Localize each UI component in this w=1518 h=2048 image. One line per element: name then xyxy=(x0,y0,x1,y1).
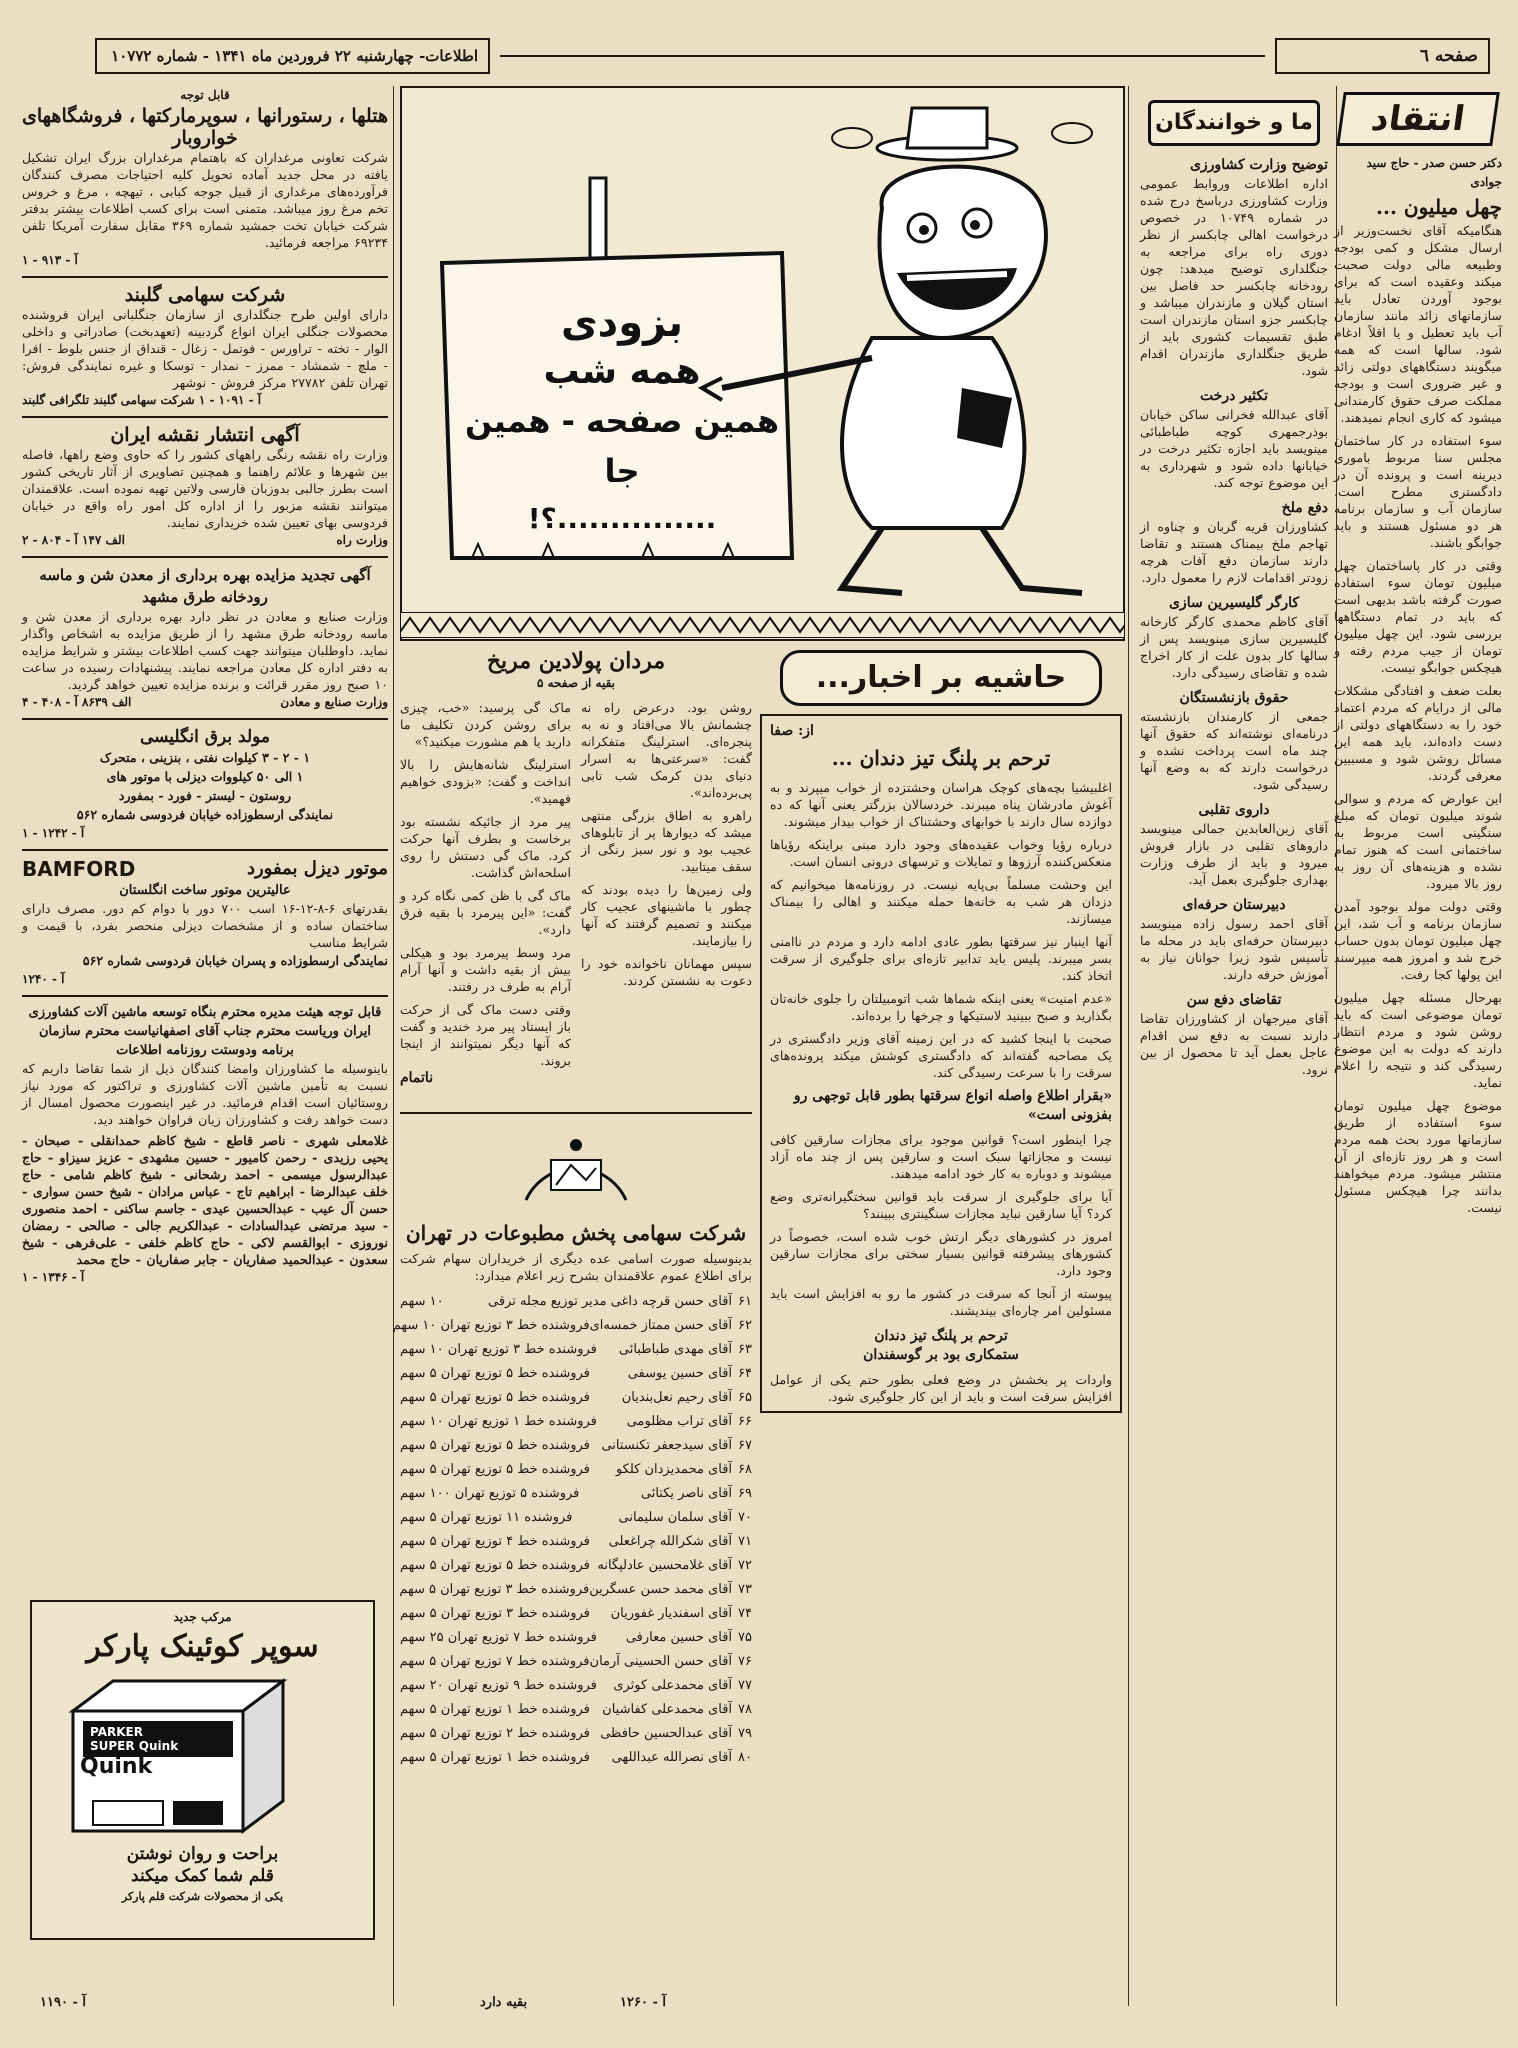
enteghad-paragraph: این عوارض که مردم و سوالی شوند میلیون تومان که مبلغ سنگینی است مربوط به ساختمانی است که هنوز تمام نشده و هزینه‌های آن روز به روز بالا میرود. xyxy=(1334,791,1502,891)
cartoon-sign-text xyxy=(462,298,782,542)
shareholder-number: ۶۹ xyxy=(738,1486,752,1501)
shareholder-shares: فروشنده خط ۵ توزیع تهران ۵ سهم xyxy=(400,1438,590,1453)
shareholder-name: آقای سیدجعفر تکنستانی xyxy=(601,1438,733,1453)
ad-headline: آگهی انتشار نقشه ایران xyxy=(110,424,300,446)
shareholder-shares: فروشنده خط ۳ توزیع تهران ۱۰ سهم xyxy=(392,1318,590,1333)
shareholder-name: آقای محمد حسن عسگرین xyxy=(589,1582,733,1597)
ad-rule xyxy=(22,995,388,997)
shareholder-number: ۶۸ xyxy=(738,1462,752,1477)
column-rule xyxy=(1128,86,1129,2006)
parker-kicker: مرکب جدید xyxy=(173,1610,232,1624)
column-readers xyxy=(1140,86,1328,1078)
shareholder-number: ۶۷ xyxy=(738,1438,752,1453)
ad-signature: وزارت صنایع و معادن xyxy=(280,695,388,709)
readers-heading: دفع ملخ xyxy=(1281,500,1328,516)
hashiye-paragraph: آیا برای جلوگیری از سرقت باید قوانین سختگیرانه‌تری وضع کرد؟ آیا سارقین نباید مجازات سنگینتری ببینند؟ xyxy=(770,1189,1112,1221)
shareholder-number: ۶۵ xyxy=(738,1390,752,1405)
shareholder-name: آقای شکرالله چراغعلی xyxy=(608,1534,733,1549)
shareholder-number: ۷۲ xyxy=(738,1558,752,1573)
shareholder-name: آقای حسین معارفی xyxy=(625,1630,733,1645)
shareholder-number: ۷۰ xyxy=(738,1510,752,1525)
shareholder-row xyxy=(400,1506,752,1530)
enteghad-paragraph: سوء استفاده در کار ساختمان مجلس سنا مربوط باموری دیرینه است و پرونده آن در دادگستری مطرح است. سازمان آب و سازمان برنامه هر دو مسئول هستند و باید جوابگو باشند. xyxy=(1334,433,1502,550)
shareholder-row xyxy=(400,1482,752,1506)
shareholder-number: ۶۶ xyxy=(738,1414,752,1429)
readers-logo xyxy=(1148,100,1320,146)
ad-rule xyxy=(22,276,388,278)
readers-paragraph: جمعی از کارمندان بازنشسته درنامه‌ای نوشته‌اند که حقوق آنها چند ماه است پرداخت نشده و درخواست دارند که به وضع آنها رسیدگی شود. xyxy=(1140,709,1328,792)
shareholder-name: آقای مهدی طباطبائی xyxy=(618,1342,733,1357)
hashiye-box xyxy=(760,714,1122,1413)
ad-headline: آگهی تجدید مزایده بهره برداری از معدن شن و ماسه رودخانه طرق مشهد xyxy=(39,566,371,606)
story-paragraph: مرد وسط پیرمرد بود و هیکلی بیش از بقیه داشت و آنها آرام آرام به طرف در رفتند. xyxy=(400,945,571,994)
distribution-code: آ - ۱۲۶۰ xyxy=(620,1995,666,2010)
shareholder-shares: فروشنده خط ۱ توزیع تهران ۱۰ سهم xyxy=(400,1414,597,1429)
shareholder-list xyxy=(392,1290,752,1770)
hashiye-paragraph: چرا اینطور است؟ قوانین موجود برای مجازات سارقین کافی نیست و مجازاتها سبک است و سارقین پس از چند ماه آزاد میشوند و دوباره به کار خود ادامه میدهند. xyxy=(770,1132,1112,1181)
shareholder-shares: فروشنده خط ۳ توزیع تهران ۵ سهم xyxy=(400,1606,590,1621)
section-rule xyxy=(400,1112,752,1114)
ad-body: دارای اولین طرح جنگلداری از سازمان جنگلبانی ایران فروشنده محصولات جنگلی ایران انواع گردبینه (تعهدبخت) صادراتی و داخلی الوار - تخته - تراورس - فوتمل - زغال - قنداق از جنس بلوط - افرا - ملچ - شمشاد - ممرز - نمدار - توسکا و غیره نمایندگی فروش: تهران تلفن ۲۷۷۸۲ مرکز فروش - نوشهر xyxy=(22,307,388,390)
readers-paragraph: آقای احمد رسول زاده مینویسد دبیرستان حرفه‌ای باید در محله ما تأسیس شود زیرا جوانان نیاز به آموزش حرفه دارند. xyxy=(1140,916,1328,982)
ad-body: وزارت راه نقشه رنگی راههای کشور را که حاوی وضع راهها، فاصله بین شهرها و علائم راهنما و همچنین تصاویری از آثار تاریخی کشور است بطرز جالبی بدوزبان فارسی ولاتین تهیه نموده است. علاقمندان میتوانند نقشه مزبور را از اداره کل امور راه واقع در خیابان فردوسی بهای تعیین شده خریداری نمایند. xyxy=(22,447,388,530)
shareholder-number: ۷۱ xyxy=(738,1534,752,1549)
readers-heading: حقوق بازنشستگان xyxy=(1179,690,1289,706)
shareholder-row xyxy=(400,1674,752,1698)
ad-rule xyxy=(22,556,388,558)
readers-heading: داروی تقلبی xyxy=(1198,802,1270,818)
hashiye-verse: ستمکاری بود بر گوسفندان xyxy=(863,1347,1019,1363)
shareholder-row xyxy=(392,1314,752,1338)
enteghad-logo xyxy=(1336,92,1500,146)
sign-line: همه شب xyxy=(543,351,701,392)
readers-paragraph: آقای کاظم محمدی کارگر کارخانه گلیسیرین سازی مینویسد پس از سالها کار بدون علت از کار اخراج شده و تقاضای رسیدگی دارد. xyxy=(1140,614,1328,680)
hashiye-paragraph: صحبت با اینجا کشید که در این زمینه آقای وزیر دادگستری در یک مصاحبه گفته‌اند که دادگستری کوشش میکند پرونده‌های سرقت را با سرعت رسیدگی کند. xyxy=(770,1031,1112,1080)
ad-body: باینوسیله ما کشاورزان وامضا کنندگان ذیل از شما تقاضا داریم که نسبت به تأمین ماشین آلات کشاورزی و تراکتور که مورد نیاز روستائیان است اقدام فرمائید. در غیر اینصورت محصول امسال از دست خواهد رفت و کشاورزان زیان فراوان خواهند دید. xyxy=(22,1061,388,1127)
shareholder-shares: فروشنده خط ۷ توزیع تهران ۲۵ سهم xyxy=(400,1630,597,1645)
hashiye-paragraph: پیوسته از آنجا که سرقت در کشور ما رو به افزایش است باید مسئولین امر چاره‌ای بیندیشند. xyxy=(770,1286,1112,1318)
shareholder-row xyxy=(400,1338,752,1362)
shareholder-number: ۷۸ xyxy=(738,1702,752,1717)
ad-footer xyxy=(22,531,388,550)
story-continued: ناتمام xyxy=(400,1070,434,1086)
enteghad-paragraph: هنگامیکه آقای نخست‌وزیر از ارسال مشکل و کمی بودجه وطبیعه مالی دولت صحبت میکند وعقیده است که برای بوجود آوردن تعادل باید سازمانهای زائد مانند سازمان آب باید تعطیل و یا اقلاً ادغام شود. سالها است که همه میگویند دستگاههای دولتی زائد و غیر ضروری است و بودجه مملکت صرف حقوق کارمندانی میشود که کاری انجام نمیدهند. xyxy=(1334,223,1502,425)
column-ads xyxy=(22,86,388,1287)
ad-code: آ - ۱۲۴۲ - ۱ xyxy=(22,826,85,840)
shareholder-number: ۷۶ xyxy=(738,1654,752,1669)
shareholder-number: ۷۹ xyxy=(738,1726,752,1741)
story-col xyxy=(400,699,571,1088)
shareholder-shares: فروشنده خط ۱ توزیع تهران ۵ سهم xyxy=(400,1702,590,1717)
ad-kicker: قابل توجه xyxy=(180,88,230,102)
shareholder-row xyxy=(400,1578,752,1602)
ad-rule xyxy=(22,849,388,851)
story-paragraph: راهرو به اطاق بزرگی منتهی میشد که دیوارها پر از تابلوهای عجیب بود و نور سبز رنگی از سقف میتابید. xyxy=(581,808,752,874)
enteghad-paragraph: بهرحال مسئله چهل میلیون تومان موضوعی است که باید روشن شود و مردم انتظار دارند که دولت به این موضوع رسیدگی کند و نتیجه را اعلام نماید. xyxy=(1334,990,1502,1090)
issue-line-text: اطلاعات- چهارشنبه ۲۲ فروردین ماه ۱۳۴۱ - شماره ۱۰۷۷۲ xyxy=(111,47,478,65)
shareholder-name: آقای سلمان سلیمانی xyxy=(618,1510,733,1525)
parker-product: SUPER Quink xyxy=(90,1739,179,1753)
distribution-intro: بدینوسیله صورت اسامی عده دیگری از خریداران سهام شرکت برای اطلاع عموم علاقمندان بشرح زیر اعلام میدارد: xyxy=(400,1251,752,1283)
hashiye-paragraph: آنها اینبار نیز سرقتها بطور عادی ادامه دارد و مردم در ناامنی بسر میبرند. پلیس باید تدابیر تازه‌ای برای جلوگیری از سرقت اتخاذ کند. xyxy=(770,934,1112,983)
column-enteghad xyxy=(1334,86,1502,1216)
continued-note: بقیه دارد xyxy=(480,1995,528,2010)
enteghad-paragraph: بعلت ضعف و افتادگی مشکلات مالی از درایام که مردم اعتماد خود را به دستگاههای دولتی از دست داده‌اند، باید همه این مسائل روشن شود و مسببین معرفی گردند. xyxy=(1334,683,1502,783)
shareholder-shares: ۱۰ سهم xyxy=(400,1294,444,1309)
shareholder-shares: فروشنده خط ۳ توزیع تهران ۱۰ سهم xyxy=(400,1342,597,1357)
page-number-label: صفحه ٦ xyxy=(1419,46,1478,66)
shareholder-name: آقای نصرالله عبداللهی xyxy=(611,1750,733,1765)
shareholder-name: آقای عبدالحسین حافظی xyxy=(600,1726,733,1741)
header-rule xyxy=(500,55,1265,57)
ad-code: الف ۱۴۷ آ - ۸۰۴ - ۲ xyxy=(22,533,125,547)
ad-headline: هتلها ، رستورانها ، سوپرمارکتها ، فروشگاههای خواروبار xyxy=(22,105,388,149)
hashiye-banner xyxy=(780,650,1102,706)
story-paragraph: وقتی دست ماک گی از حرکت باز ایستاد پیر مرد خندید و گفت که آنها دیگر نمیتوانند از اینجا بروند. xyxy=(400,1002,571,1068)
shareholder-number: ۶۴ xyxy=(738,1366,752,1381)
ad-body: بقدرتهای ۶-۸-۱۲-۱۶ اسب ۷۰۰ دور با دوام کم دور. مصرف دارای ساختمان ساده و از مشخصات دیزلی منحصر بفرد، با قیمت و شرایط مناسب xyxy=(22,901,388,950)
parker-product-large: Quink xyxy=(80,1754,153,1779)
parker-brand-label xyxy=(90,1725,178,1753)
shareholder-name: آقای محمدعلی کفاشیان xyxy=(602,1702,733,1717)
ad-line: نمایندگی ارسطوزاده خیابان فردوسی شماره ۵۶۲ xyxy=(76,807,334,822)
shareholder-number: ۶۲ xyxy=(738,1318,752,1333)
story-col xyxy=(581,699,752,1088)
ad-signature: وزارت راه xyxy=(336,533,388,547)
shareholder-name: آقای حسن ممتاز خمسه‌ای xyxy=(589,1318,733,1333)
distribution-emblem-icon xyxy=(511,1120,641,1210)
readers-heading: تکثیر درخت xyxy=(1199,388,1269,404)
readers-paragraph: آقای عبدالله فخرانی ساکن خیابان بوذرجمهری کوچه طباطبائی مینویسد باید اجازه تکثیر درخت در خیابانها داده شود و شهرداری به این موضوع توجه کند. xyxy=(1140,407,1328,490)
shareholder-row xyxy=(400,1626,752,1650)
ad-signatories: غلامعلی شهری - ناصر قاطع - شیخ کاظم حمدانقلی - صبحان - یحیی رزیدی - رحمن کامیور - حسین مشهدی - عزیز سیزاو - حاج عبدالرسول میسمی - احمد رشحانی - شیخ کاظم شامی - حاج خلف عبدالرضا - ابراهیم تاج - عباس مرادان - شیخ حسن سواری - حسن آل عیب - عبدالحسین عیدی - جاسم ساکنی - احمد منصوری - سید مرتضی عبدالسادات - عبدالکریم جالی - صالحی - رمضان نوروزی - ابوالقسم لاکی - حاج کاظم خلفی - علی‌فرهی - شیخ سعدون - عبدالحمید صفاریان - جابر صفاریان - حاج محمد xyxy=(22,1133,388,1267)
hashiye-headline: ترحم بر پلنگ تیز دندان ... xyxy=(831,746,1051,770)
story-paragraph: روشن بود. درعرض راه نه چشمانش بالا می‌افتاد و نه به پنجره‌ای. استرلینگ متفکرانه گفت: «سرعتی‌ها به اسرار دنیای بدن کرمک شب تابی پی‌برده‌اند». xyxy=(581,700,752,800)
ad-code: آ - ۱۰۹۱ - ۱ شرکت سهامی گلبند تلگرافی گلبند xyxy=(22,393,262,407)
hashiye-paragraph: این وحشت مسلماً بی‌پایه نیست. در روزنامه‌ها میخوانیم که دزدان هر شب به خانه‌ها حمله میکنند و اهالی را بیمناک میسازند. xyxy=(770,877,1112,926)
shareholder-name: آقای حسین یوسفی xyxy=(627,1366,733,1381)
readers-logo-text: ما و خوانندگان xyxy=(1155,110,1313,135)
distribution-headline: شرکت سهامی پخش مطبوعات در تهران xyxy=(405,1221,747,1245)
parker-tagline: براحت و روان نوشتن xyxy=(126,1844,279,1864)
parker-footer: یکی از محصولات شرکت قلم پارکر xyxy=(121,1890,284,1903)
shareholder-shares: فروشنده خط ۱ توزیع تهران ۵ سهم xyxy=(400,1750,590,1765)
shareholder-row xyxy=(400,1410,752,1434)
ad-line: ۱ الی ۵۰ کیلووات دیزلی با موتور های xyxy=(106,769,304,784)
ad-code: آ - ۹۱۳ - ۱ xyxy=(22,253,78,267)
shareholder-number: ۶۱ xyxy=(738,1294,752,1309)
readers-heading: دبیرستان حرفه‌ای xyxy=(1182,897,1286,913)
byline: از: صفا xyxy=(770,723,814,739)
readers-heading: کارگر گلیسیرین سازی xyxy=(1168,595,1300,611)
enteghad-logo-text: انتقاد xyxy=(1368,99,1468,139)
ad-code: الف ۸۶۳۹ آ - ۴۰۸ - ۴ xyxy=(22,695,132,709)
ad-rule xyxy=(22,416,388,418)
shareholder-shares: فروشنده خط ۵ توزیع تهران ۵ سهم xyxy=(400,1390,590,1405)
shareholder-shares: فروشنده خط ۵ توزیع تهران ۵ سهم xyxy=(400,1462,590,1477)
shareholder-shares: فروشنده خط ۹ توزیع تهران ۲۰ سهم xyxy=(400,1678,597,1693)
shareholder-shares: فروشنده خط ۴ توزیع تهران ۵ سهم xyxy=(400,1534,590,1549)
enteghad-paragraph: وقتی در کار پاساختمان چهل میلیون تومان سوء استفاده صورت گرفته باشد بدیهی است که باید در تمام دستگاهها بررسی شود. این چهل میلیون تومان از جیب مردم رفته و هیچکس جوابگو نیست. xyxy=(1334,558,1502,675)
ad-body: وزارت صنایع و معادن در نظر دارد بهره برداری از معدن شن و ماسه رودخانه طرق مشهد را از طریق مزایده به اشخاص واگذار نماید. داوطلبان میتوانند جهت کسب اطلاعات بیشتر و شرایط مزایده به دفتر اداره کل معادن مراجعه نمایند. پیشنهادات رسیده در ساعت ۱۰ صبح روز مقرر قرائت و برنده مزایده تعیین خواهد گردید. xyxy=(22,609,388,692)
shareholder-row xyxy=(400,1386,752,1410)
shareholder-name: آقای رحیم نعل‌بندیان xyxy=(621,1390,733,1405)
shareholder-shares: فروشنده خط ۵ توزیع تهران ۵ سهم xyxy=(400,1558,590,1573)
hashiye-paragraph: امروز در کشورهای دیگر ارتش خوب شده است، خصوصاً در کشورهای پیشرفته قوانین بسیار سختی برای مجازات سارقین وجود دارد. xyxy=(770,1229,1112,1278)
shareholder-shares: فروشنده خط ۲ توزیع تهران ۵ سهم xyxy=(400,1726,590,1741)
parker-ad xyxy=(30,1600,375,1940)
shareholder-name: آقای غلامحسین عادلپگانه xyxy=(597,1558,733,1573)
story-paragraph: ماک گی پرسید: «خب، چیزی برای روشن کردن تکلیف ما دارید یا هم مشورت میکنید؟» xyxy=(400,700,571,749)
parker-code: آ - ۱۱۹۰ xyxy=(40,1995,86,2010)
readers-paragraph: آقای میرجهان از کشاورزان تقاضا دارند نسبت به دفع سن اقدام عاجل بعمل آید تا محصول از بین نرود. xyxy=(1140,1011,1328,1077)
enteghad-headline: چهل میلیون ... xyxy=(1376,195,1502,219)
ad-code: آ - ۱۳۴۶ - ۱ xyxy=(22,1270,85,1284)
story-columns xyxy=(400,699,752,1088)
shareholder-number: ۷۷ xyxy=(738,1678,752,1693)
shareholder-name: آقای اسفندیار غفوریان xyxy=(610,1606,733,1621)
enteghad-paragraph: موضوع چهل میلیون تومان سوء استفاده از طریق سازمانها مورد بحث همه مردم است و هر روز تازه‌ای از آن منتشر میشود. مردم میخواهند بدانند چرا هیچکس مسئول نیست. xyxy=(1334,1098,1502,1215)
story-paragraph: ولی زمین‌ها را دیده بودند که چطور با ماشینهای عجیب کار میکنند و تصمیم گرفتند که آنها را بیازمایند. xyxy=(581,882,752,948)
hashiye-verse: ترحم بر پلنگ تیز دندان xyxy=(874,1328,1008,1344)
shareholder-row xyxy=(400,1746,752,1770)
author-line: دکتر حسن صدر - حاج سید جوادی xyxy=(1366,156,1502,189)
bamford-brand: BAMFORD xyxy=(22,857,136,881)
story-paragraph: ماک گی با ظن کمی نگاه کرد و گفت: «این پیرمرد با بقیه فرق دارد». xyxy=(400,888,571,937)
shareholder-number: ۷۵ xyxy=(738,1630,752,1645)
sign-line: بزودی xyxy=(561,300,683,346)
shareholder-name: آقای حسن قرچه داغی مدیر توزیع مجله ترقی xyxy=(487,1294,733,1309)
issue-line xyxy=(95,38,490,74)
story-headline: مردان پولادین مریخ xyxy=(486,648,666,674)
shareholder-number: ۷۳ xyxy=(738,1582,752,1597)
shareholder-name: آقای حسن الحسینی آرمان xyxy=(589,1654,733,1669)
parker-brand: PARKER xyxy=(90,1725,143,1739)
readers-heading: توضیح وزارت کشاورزی xyxy=(1189,157,1328,173)
story-paragraph: پیر مرد از جائیکه نشسته بود برخاست و بطرف آنها حرکت کرد. ماک گی دستش را روی اسلحه‌اش گذاشت. xyxy=(400,814,571,880)
shareholder-row xyxy=(400,1434,752,1458)
shareholder-name: آقای ناصر یکتائی xyxy=(640,1486,733,1501)
sign-line: ...............؟! xyxy=(527,502,717,535)
shareholder-row xyxy=(400,1290,752,1314)
shareholder-name: آقای تراب مظلومی xyxy=(626,1414,733,1429)
bamford-title-row xyxy=(22,857,388,881)
shareholder-number: ۸۰ xyxy=(738,1750,752,1765)
enteghad-paragraph: وقتی دولت مولد بوجود آمدن سازمان برنامه و آب شد، این چهل میلیون تومان بدون حساب خرج شد و امروز همه میپرسند این پولها کجا رفت. xyxy=(1334,899,1502,982)
ad-headline: شرکت سهامی گلبند xyxy=(124,284,286,306)
page-header xyxy=(95,38,1490,76)
column-hashiye xyxy=(760,650,1122,1413)
parker-headline: سوپر کوئینک پارکر xyxy=(86,1629,319,1664)
hashiye-banner-text: حاشیه بر اخبار... xyxy=(815,660,1067,695)
hashiye-paragraph: واردات پر بخشش در وضع فعلی بطور حتم یکی از عوامل افزایش سرقت است و باید از این کار جلوگیری شود. xyxy=(770,1372,1112,1404)
ad-headline: موتور دیزل بمفورد xyxy=(246,858,388,879)
shareholder-shares: فروشنده خط ۷ توزیع تهران ۵ سهم xyxy=(399,1654,590,1669)
hashiye-paragraph: درباره رؤیا وخواب عقیده‌های وجود دارد مبنی براینکه رؤیاها منعکس‌کننده آرزوها و تمایلات و ترسهای درونی انسان است. xyxy=(770,837,1112,869)
story-subhead: بقیه از صفحه ۵ xyxy=(536,676,616,690)
readers-paragraph: اداره اطلاعات وروابط عمومی وزارت کشاورزی درباسخ درج شده در شماره ۱۰۷۴۹ در خصوص درخواست اهالی چابکسر از نظر دوری راه برای مراجعه به جنگلداری توضیح میدهد: چون رودخانه چابکسر حد فاصل بین استان گیلان و مازندران میباشد و چابکسر جزو استان مازندران است طبق تقسیمات کشوری باید از طریق جنگلداری مازندران اقدام شود. xyxy=(1140,176,1329,378)
readers-paragraph: آقای زین‌العابدین جمالی مینویسد داروهای تقلبی در بازار فروش میرود و باید از طرف وزارت بهداری جلوگیری بعمل آید. xyxy=(1140,821,1328,887)
shareholder-row xyxy=(400,1362,752,1386)
page-number xyxy=(1275,38,1490,74)
cartoon-border-pattern xyxy=(400,612,1125,638)
shareholder-row xyxy=(400,1722,752,1746)
ad-line: ۱ - ۲ - ۳ کیلوات نفتی ، بنزینی ، متحرک xyxy=(99,750,311,765)
ad-headline: مولد برق انگلیسی xyxy=(139,727,271,747)
readers-heading: تقاضای دفع سن xyxy=(1186,992,1282,1008)
shareholder-row xyxy=(400,1698,752,1722)
sign-line: همین صفحه - همین جا xyxy=(464,402,780,490)
ad-line: روستون - لیستر - فورد - بمفورد xyxy=(118,788,292,803)
ad-body: شرکت تعاونی مرغداران که باهتمام مرغداران بزرگ ایران تشکیل یافته در محل جدید آماده تحویل کلیه احتیاجات مصرف کنندگان فرآورده‌های مرغداری از قبیل جوجه کبابی ، تیهچه ، مرغ و خروس تخم مرغ روز میباشد. متمنی است برای کسب اطلاعات بیشتر بدفتر شرکت خیابان تخت جمشید شماره ۳۶۹ مقابل سفارت آمریکا تلفن ۶۹۲۳۴ مراجعه فرمائید. xyxy=(22,150,388,250)
ad-rule xyxy=(22,718,388,720)
ad-code: آ - ۱۲۴۰ xyxy=(22,972,65,986)
shareholder-row xyxy=(400,1458,752,1482)
ad-footer xyxy=(22,693,388,712)
shareholder-number: ۶۳ xyxy=(738,1342,752,1357)
shareholder-row xyxy=(400,1602,752,1626)
hashiye-paragraph: «عدم امنیت» یعنی اینکه شماها شب اتومبیلتان را جلوی خانه‌تان بگذارید و صبح ببینید لاستیکها و چرخها را برده‌اند. xyxy=(770,991,1112,1023)
shareholder-shares: فروشنده خط ۵ توزیع تهران ۵ سهم xyxy=(400,1366,590,1381)
story-paragraph: استرلینگ شانه‌هایش را بالا انداخت و گفت: «بزودی خواهیم فهمید». xyxy=(400,757,571,806)
distribution-logo xyxy=(400,1120,752,1214)
shareholder-row xyxy=(400,1650,752,1674)
shareholder-number: ۷۴ xyxy=(738,1606,752,1621)
ad-subheadline: عالیترین موتور ساخت انگلستان xyxy=(119,883,291,898)
shareholder-row xyxy=(400,1530,752,1554)
shareholder-shares: فروشنده خط ۳ توزیع تهران ۵ سهم xyxy=(399,1582,590,1597)
shareholder-name: آقای محمدیزدان کلکو xyxy=(615,1462,733,1477)
column-rule xyxy=(393,86,394,2006)
ad-line: نمایندگی ارسطوزاده و پسران خیابان فردوسی شماره ۵۶۲ xyxy=(82,953,388,968)
shareholder-shares: فروشنده ۵ توزیع تهران ۱۰۰ سهم xyxy=(400,1486,580,1501)
shareholder-row xyxy=(400,1554,752,1578)
ad-headline: قابل توجه هیئت مدیره محترم بنگاه توسعه ماشین آلات کشاورزی ایران وریاست محترم جناب آقای اصفهانیاست محترم سازمان برنامه ودوستت روزنامه اطلاعات xyxy=(28,1005,382,1058)
cartoon-panel xyxy=(400,86,1125,641)
shareholder-name: آقای محمدعلی کوثری xyxy=(613,1678,733,1693)
shareholder-shares: فروشنده ۱۱ توزیع تهران ۵ سهم xyxy=(400,1510,573,1525)
hashiye-paragraph: اغلبیشیا بچه‌های کوچک هراسان وحشتزده از خواب میپرند و به آغوش مادرشان پناه میبرند. خردسالان بزرگتر یعنی آنها که ده دوازده سال دارند با خوابهای وحشتناک از خواب بیدار میشوند. xyxy=(770,780,1112,829)
column-story xyxy=(392,648,752,1770)
parker-tagline: قلم شما کمک میکند xyxy=(131,1866,274,1886)
readers-paragraph: کشاورزان قریه گربان و چناوه از تهاجم ملخ بیمناک هستند و تقاضا دارند سازمان دفع آفات هرچه زودتر اقدامات لازم را معمول دارد. xyxy=(1140,519,1328,585)
hashiye-quote: «بقرار اطلاع واصله انواع سرقتها بطور قابل توجهی رو بفزونی است» xyxy=(793,1088,1112,1123)
story-paragraph: سپس مهمانان ناخوانده خود را دعوت به نشستن کردند. xyxy=(581,956,752,988)
